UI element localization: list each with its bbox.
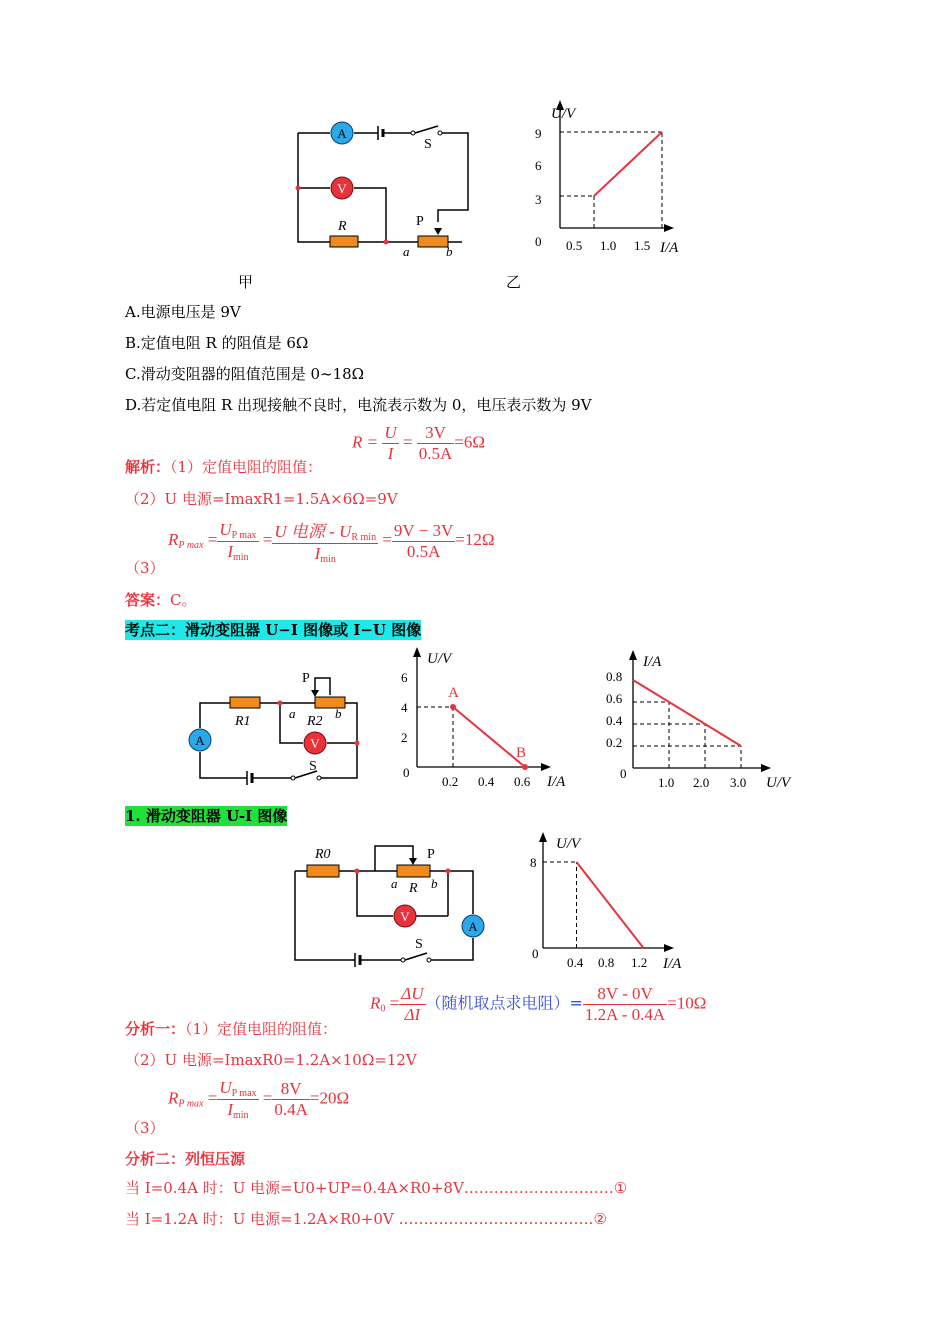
svg-text:I/A: I/A <box>663 956 682 972</box>
svg-text:U/V: U/V <box>556 836 581 852</box>
option-b: B.定值电阻 R 的阻值是 6Ω <box>125 334 309 352</box>
xtick-1.5: 1.5 <box>634 238 651 253</box>
svg-text:0.6: 0.6 <box>514 774 531 789</box>
svg-text:0: 0 <box>532 946 539 961</box>
point-b-label: B <box>516 745 527 761</box>
formula-rp-max: $R_{P max}$ = $\frac{U_{P max}}{I_{min}}$ = $\frac{U 电源 - U_{R min}}{I_{min}}$ = $\frac{9V - 3V}{0.5A}$ =12Ω <box>168 517 495 565</box>
equation-2: 当 I=1.2A 时：U 电源=1.2A×R0+0V …………………………………② <box>125 1210 607 1228</box>
switch-label: S <box>424 137 432 152</box>
section3-heading: 1. 滑动变阻器 U-I 图像 <box>125 807 288 825</box>
analysis2-heading: 分析二：列恒压源 <box>125 1150 246 1168</box>
svg-text:6: 6 <box>401 670 408 685</box>
solution-step1: 解析：（1）定值电阻的阻值： <box>125 458 323 476</box>
svg-text:0.8: 0.8 <box>606 669 623 684</box>
y-axis-label: U/V <box>551 106 576 122</box>
svg-text:2.0: 2.0 <box>693 775 710 790</box>
graph-iu <box>600 648 805 793</box>
svg-text:8: 8 <box>530 855 537 870</box>
graph-ui-a <box>395 645 585 793</box>
svg-text:S: S <box>309 759 317 774</box>
svg-text:I/A: I/A <box>547 774 566 790</box>
svg-text:1.0: 1.0 <box>658 775 675 790</box>
svg-text:P: P <box>427 847 435 862</box>
svg-text:R: R <box>409 881 418 896</box>
svg-text:V: V <box>400 909 410 924</box>
svg-text:I/A: I/A <box>643 654 662 670</box>
graph-ui-r0 <box>518 830 698 978</box>
graph-yi <box>520 98 700 263</box>
data-point-0 <box>450 704 456 710</box>
option-a: A.电源电压是 9V <box>125 303 241 321</box>
data-point-1 <box>522 764 528 770</box>
svg-text:A: A <box>468 919 478 934</box>
svg-text:0.4: 0.4 <box>606 713 623 728</box>
svg-text:0.2: 0.2 <box>442 774 459 789</box>
svg-text:A: A <box>195 733 205 748</box>
analysis1-step2: （2）U 电源=ImaxR0=1.2A×10Ω=12V <box>125 1051 417 1069</box>
svg-text:U/V: U/V <box>766 775 791 791</box>
end-b-label: b <box>446 244 453 258</box>
series-line <box>594 132 662 196</box>
series-line <box>633 680 741 746</box>
slider-label: P <box>416 214 424 229</box>
series-line <box>453 707 525 767</box>
equation-1: 当 I=0.4A 时：U 电源=U0+UP=0.4A×R0+8V…………………………① <box>125 1179 628 1197</box>
xtick-0.5: 0.5 <box>566 238 583 253</box>
svg-text:0: 0 <box>620 766 627 781</box>
svg-text:2: 2 <box>401 730 408 745</box>
svg-text:a: a <box>289 706 296 721</box>
ammeter-label: A <box>337 126 347 141</box>
circuit-r1-r2 <box>185 668 365 788</box>
series-line <box>577 862 644 948</box>
answer: 答案：C。 <box>125 591 197 609</box>
svg-text:0.8: 0.8 <box>598 955 615 970</box>
svg-text:R1: R1 <box>235 714 251 729</box>
solution-step3: （3） <box>125 559 165 577</box>
solution-step2: （2）U 电源=ImaxR1=1.5A×6Ω=9V <box>125 490 398 508</box>
svg-text:4: 4 <box>401 700 408 715</box>
svg-text:b: b <box>431 876 438 891</box>
option-c: C.滑动变阻器的阻值范围是 0~18Ω <box>125 365 365 383</box>
formula-r: R = $\frac{U}{I}$ = $\frac{3V}{0.5A}$ =6Ω <box>352 423 485 463</box>
ytick-3: 3 <box>535 192 542 207</box>
svg-text:0.4: 0.4 <box>567 955 584 970</box>
formula-rp-max-2: $R_{P max}$ = $\frac{U_{P max}}{I_{min}}$ = $\frac{8V}{0.4A}$ =20Ω <box>168 1078 350 1121</box>
end-a-label: a <box>403 244 410 258</box>
resistor-label: R <box>338 219 347 234</box>
svg-text:V: V <box>310 736 320 751</box>
ytick-6: 6 <box>535 158 542 173</box>
section2-heading: 考点二：滑动变阻器 U−I 图像或 I−U 图像 <box>125 621 422 639</box>
svg-text:3.0: 3.0 <box>730 775 747 790</box>
svg-text:R2: R2 <box>307 714 323 729</box>
formula-r0: $R_0$ = $\frac{\Delta U}{\Delta I}$ （随机取点求电阻）= $\frac{8V - 0V}{1.2A - 0.4A}$ =10Ω <box>370 984 707 1024</box>
caption-yi: 乙 <box>506 273 522 291</box>
svg-text:0.4: 0.4 <box>478 774 495 789</box>
svg-text:P: P <box>302 671 310 686</box>
analysis1-step3: （3） <box>125 1119 165 1137</box>
voltmeter-label: V <box>337 181 347 196</box>
origin-label: 0 <box>535 234 542 249</box>
circuit-r0-r <box>285 838 490 973</box>
analysis1-step1: 分析一：（1）定值电阻的阻值： <box>125 1020 338 1038</box>
svg-text:R0: R0 <box>315 847 331 862</box>
svg-text:U/V: U/V <box>427 651 452 667</box>
svg-text:0.2: 0.2 <box>606 735 623 750</box>
caption-jia: 甲 <box>238 273 254 291</box>
svg-text:1.2: 1.2 <box>631 955 648 970</box>
svg-text:0.6: 0.6 <box>606 691 623 706</box>
option-d: D.若定值电阻 R 出现接触不良时，电流表示数为 0，电压表示数为 9V <box>125 396 592 414</box>
svg-text:b: b <box>335 706 342 721</box>
circuit-jia <box>290 118 480 258</box>
svg-text:S: S <box>415 937 423 952</box>
x-axis-label: I/A <box>660 240 679 256</box>
ytick-9: 9 <box>535 126 542 141</box>
point-a-label: A <box>448 685 459 701</box>
svg-text:0: 0 <box>403 765 410 780</box>
svg-text:a: a <box>391 876 398 891</box>
xtick-1.0: 1.0 <box>600 238 617 253</box>
